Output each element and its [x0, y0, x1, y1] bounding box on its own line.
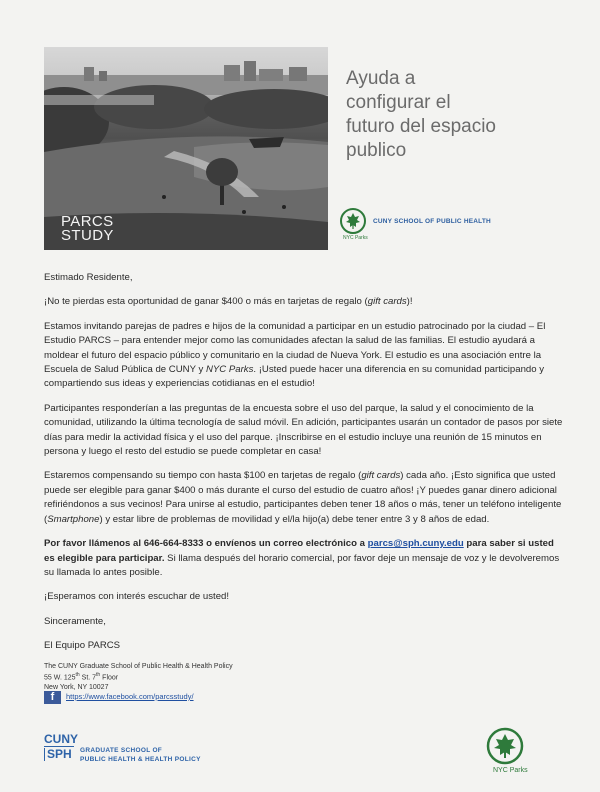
- signoff-line1: Sinceramente,: [44, 615, 106, 627]
- headline-line4: publico: [346, 140, 407, 161]
- facebook-icon[interactable]: f: [44, 691, 61, 704]
- cuny-school-name: [80, 747, 201, 764]
- cuny-text-line2: PUBLIC HEALTH & HEALTH POLICY: [80, 755, 201, 763]
- parcs-study-label: [61, 215, 114, 243]
- contact-paragraph: Por favor llámenos al 646-664-8333 o envíenos un correo electrónico a parcs@sph.cuny.edu para saber si usted es elegible para participar. Si llama después del horario comercial, por favor deje un mensaje de voz y le devolveremos su llamada lo antes posible.: [44, 538, 560, 578]
- greeting: Estimado Residente,: [44, 272, 133, 283]
- headline-line2: configurar el: [346, 92, 451, 113]
- nyc-parks-label-bottom: NYC Parks: [493, 767, 528, 774]
- paragraph-3: Estaremos compensando su tiempo con hasta $100 en tarjetas de regalo (gift cards) cada año. ¡Esto significa que usted puede ser elegible para ganar $400 o más durante el curso del estudio de cuatro años! ¡Y puedes ganar dinero adicional refiriéndonos a sus vecinos! Para unirse al estudio, participantes deben tener 18 años o más, tener un teléfono inteligente (Smartphone) y estar libre de problemas de movilidad y el/la hijo(a) debe tener entre 3 y 8 años de edad.: [44, 470, 562, 525]
- cuny-logo-top: CUNY: [44, 732, 79, 746]
- paragraph-2: Participantes responderían a las preguntas de la encuesta sobre el uso del parque, la salud y el conocimiento de la comunidad, utilizando la última tecnología de salud móvil. En adición, participantes usarán un contador de pasos por siete días para medir la actividad física y el uso del parque. ¡Inscribirse en el estudio incluye una reunión de 15 minutos en persona y luego el resto del estudio se puede completar en casa!: [44, 402, 563, 458]
- headline: [346, 67, 566, 163]
- headline-line1: Ayuda a: [346, 68, 416, 89]
- cuny-text-line1: GRADUATE SCHOOL OF: [80, 747, 163, 754]
- cuny-sph-logo: [44, 732, 79, 761]
- facebook-link[interactable]: https://www.facebook.com/parcsstudy/: [66, 692, 194, 701]
- address-line2: 55 W. 125th St. 7th Floor: [44, 672, 119, 682]
- signoff-line2: El Equipo PARCS: [44, 640, 121, 652]
- paragraph-1: Estamos invitando parejas de padres e hijos de la comunidad a participar en un estudio patrocinado por la ciudad – El Estudio PARCS – para entender mejor como las comunidades afectan la salud de las familias. El estudio ayudará a moldear el futuro del espacio público y comunitario en la ciudad de Nueva York. El estudio es una asociación entre la Escuela de Salud Pública de CUNY y NYC Parks. ¡Usted puede hacer una diferencia en su comunidad participando y compartiendo sus ideas y experiencias cotidianas en el estudio!: [44, 320, 546, 390]
- footer-address: [44, 662, 304, 693]
- parcs-label-line1: PARCS: [61, 213, 114, 230]
- address-line3: New York, NY 10027: [44, 684, 109, 692]
- hero-photo: [44, 47, 328, 250]
- nyc-parks-leaf-icon: [340, 208, 366, 234]
- headline-line3: futuro del espacio: [346, 116, 496, 137]
- intro-paragraph: ¡No te pierdas esta oportunidad de ganar $400 o más en tarjetas de regalo (gift cards)!: [44, 296, 413, 308]
- cuny-logo-bottom: SPH: [44, 748, 74, 761]
- cuny-school-label: CUNY SCHOOL OF PUBLIC HEALTH: [373, 218, 491, 225]
- nyc-parks-label-top: NYC Parks: [343, 235, 368, 241]
- parcs-label-line2: STUDY: [61, 227, 114, 244]
- email-link[interactable]: parcs@sph.cuny.edu: [367, 538, 464, 550]
- address-line1: The CUNY Graduate School of Public Health & Health Policy: [44, 663, 233, 670]
- closing-line: ¡Esperamos con interés escuchar de usted!: [44, 591, 230, 603]
- letter-body: [44, 271, 564, 664]
- nyc-parks-bottom-leaf-icon: [486, 727, 524, 765]
